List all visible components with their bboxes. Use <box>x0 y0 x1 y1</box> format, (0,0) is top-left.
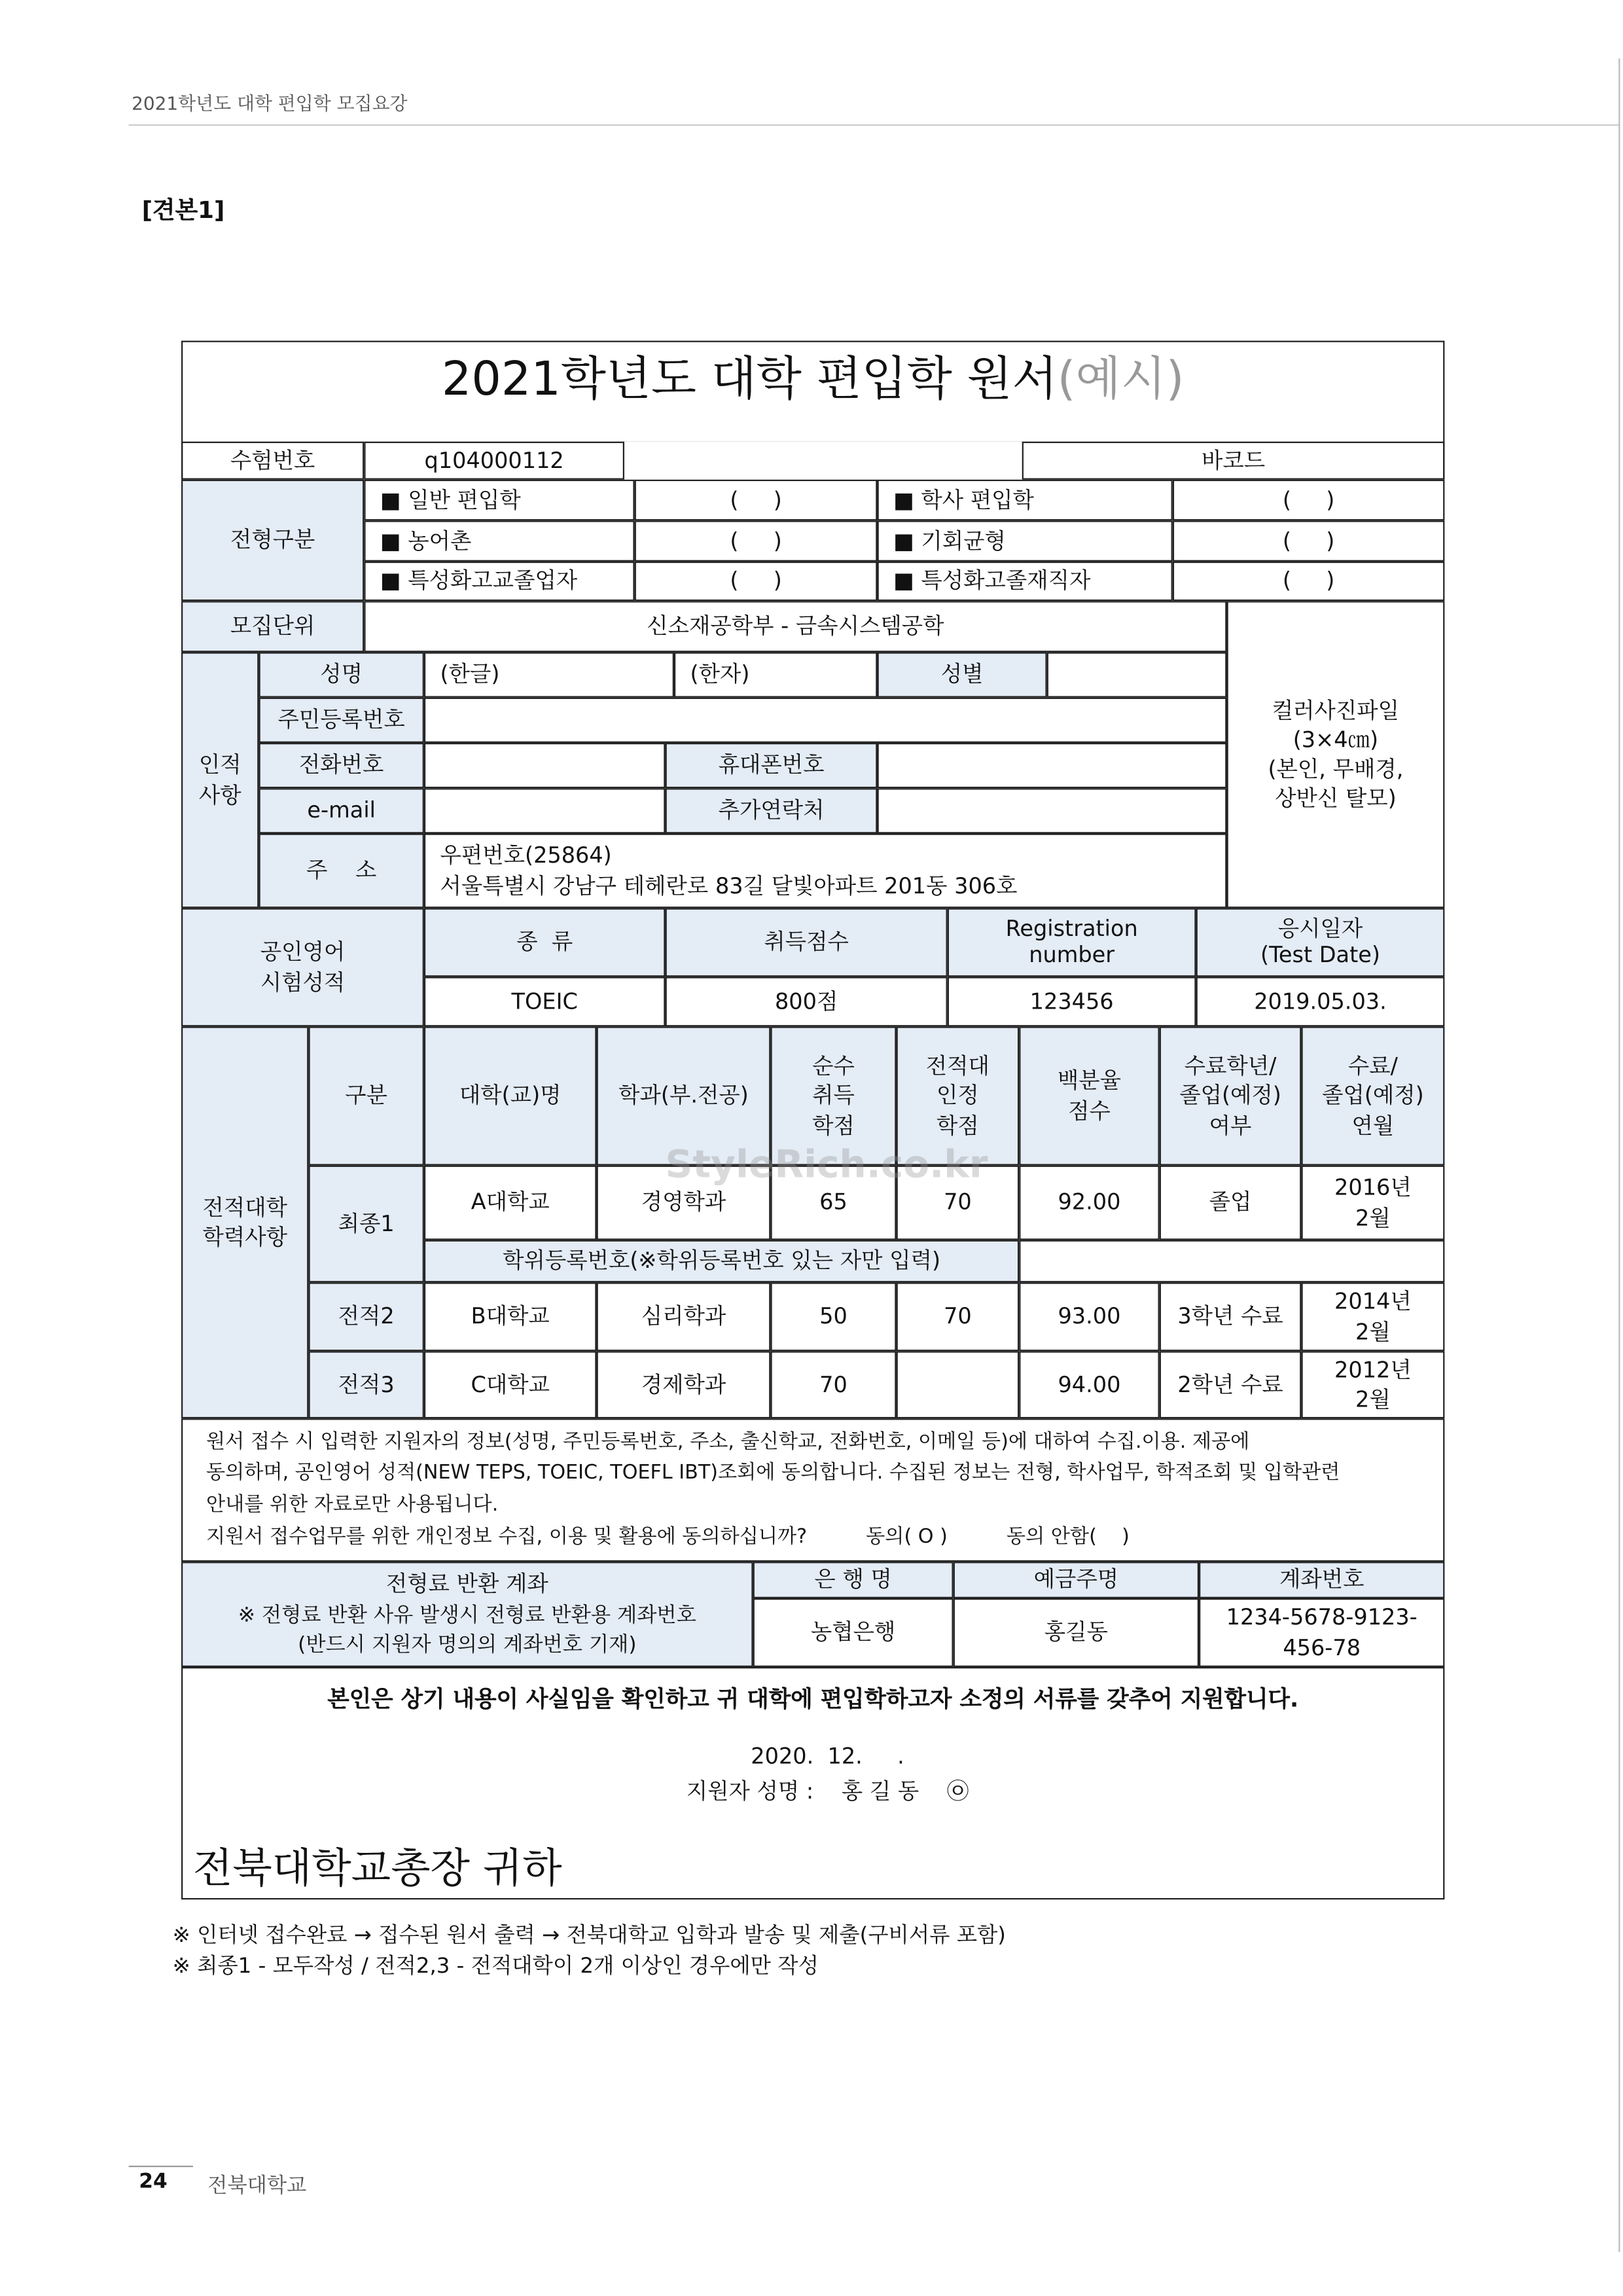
holder-header: 예금주명 <box>954 1562 1199 1598</box>
type-checkbox[interactable]: ( ) <box>635 480 878 521</box>
applicant-signature[interactable]: 지원자 성명 : 홍 길 동 ㉧ <box>686 1778 969 1805</box>
education-cell[interactable]: 2학년 수료 <box>1160 1351 1302 1418</box>
education-cell[interactable]: 2016년 2월 <box>1301 1166 1444 1240</box>
type-checkbox[interactable]: ( ) <box>635 562 878 601</box>
sample-label: [견본1] <box>141 196 225 224</box>
page-number: 24 <box>139 2170 168 2194</box>
education-cell[interactable]: 94.00 <box>1019 1351 1159 1418</box>
name-hanja-field[interactable]: (한자) <box>674 652 878 697</box>
degree-reg-field[interactable] <box>1019 1240 1444 1283</box>
education-header: 백분율 점수 <box>1019 1026 1159 1165</box>
education-label: 전적대학 학력사항 <box>181 1026 308 1418</box>
note: ※ 최종1 - 모두작성 / 전적2,3 - 전적대학이 2개 이상인 경우에만 작성 <box>172 1955 819 1979</box>
photo-box[interactable] <box>1226 601 1444 908</box>
education-cell[interactable]: 70 <box>897 1166 1020 1240</box>
unit-label: 모집단위 <box>181 601 364 652</box>
english-test-type[interactable]: TOEIC <box>424 977 666 1026</box>
consent-box <box>181 1418 1444 1562</box>
education-row-label: 전적2 <box>308 1282 424 1351</box>
personal-label: 인적 사항 <box>181 652 259 908</box>
email-field[interactable] <box>424 788 666 833</box>
education-header: 학과(부.전공) <box>597 1026 771 1165</box>
type-option[interactable]: ■ 농어촌 <box>364 520 634 562</box>
gender-label: 성별 <box>878 652 1047 697</box>
type-option[interactable]: ■ 특성화고졸재직자 <box>878 562 1173 601</box>
extra-contact-label: 추가연락처 <box>666 788 878 833</box>
mobile-label: 휴대폰번호 <box>666 743 878 788</box>
english-header: 종 류 <box>424 908 666 977</box>
gender-field[interactable] <box>1047 652 1227 697</box>
consent-agree[interactable]: 동의( O ) <box>866 1524 948 1549</box>
exam-no-label: 수험번호 <box>181 442 364 480</box>
type-option[interactable]: ■ 기회균형 <box>878 520 1173 562</box>
photo-text: (3×4㎝) <box>1293 726 1379 753</box>
english-label: 공인영어 시험성적 <box>181 908 424 1026</box>
education-cell[interactable]: 경제학과 <box>597 1351 771 1418</box>
education-header: 전적대 인정 학점 <box>897 1026 1020 1165</box>
photo-text: (본인, 무배경, <box>1268 756 1404 783</box>
name-label: 성명 <box>259 652 423 697</box>
rrn-field[interactable] <box>424 698 1227 743</box>
watermark: StyleRich.co.kr <box>665 1143 988 1188</box>
education-header: 대학(교)명 <box>424 1026 597 1165</box>
consent-question: 지원서 접수업무를 위한 개인정보 수집, 이용 및 활용에 동의하십니까? <box>206 1524 808 1549</box>
english-test-date[interactable]: 2019.05.03. <box>1196 977 1445 1026</box>
mobile-field[interactable] <box>878 743 1227 788</box>
education-cell[interactable]: 50 <box>770 1282 896 1351</box>
rrn-label: 주민등록번호 <box>259 698 423 743</box>
form-title-suffix: (예시) <box>1057 351 1185 407</box>
title-gap <box>624 442 1022 480</box>
exam-no-field[interactable]: q104000112 <box>364 442 624 480</box>
education-cell[interactable]: 졸업 <box>1160 1166 1302 1240</box>
type-checkbox[interactable]: ( ) <box>1173 562 1445 601</box>
education-cell[interactable]: 3학년 수료 <box>1160 1282 1302 1351</box>
education-cell[interactable]: 2012년 2월 <box>1301 1351 1444 1418</box>
type-checkbox[interactable]: ( ) <box>1173 480 1445 521</box>
refund-label: 전형료 반환 계좌 <box>385 1570 548 1597</box>
form-title <box>181 341 1444 443</box>
education-cell[interactable]: 92.00 <box>1019 1166 1159 1240</box>
education-cell[interactable]: 65 <box>770 1166 896 1240</box>
form-title-text: 2021학년도 대학 편입학 원서 <box>441 351 1058 407</box>
address-label: 주 소 <box>259 833 423 908</box>
name-korean-field[interactable]: (한글) <box>424 652 674 697</box>
degree-reg-label: 학위등록번호(※학위등록번호 있는 자만 입력) <box>424 1240 1019 1283</box>
education-cell[interactable] <box>897 1351 1020 1418</box>
education-cell[interactable]: 70 <box>897 1282 1020 1351</box>
phone-label: 전화번호 <box>259 743 423 788</box>
english-reg-number[interactable]: 123456 <box>948 977 1196 1026</box>
barcode-box: 바코드 <box>1022 442 1445 480</box>
education-cell[interactable]: 경영학과 <box>597 1166 771 1240</box>
type-option[interactable]: ■ 특성화고교졸업자 <box>364 562 634 601</box>
bank-field[interactable]: 농협은행 <box>753 1598 954 1667</box>
education-header: 수료/ 졸업(예정) 연월 <box>1301 1026 1444 1165</box>
header-rule <box>129 124 1620 126</box>
education-row-label: 전적3 <box>308 1351 424 1418</box>
english-score[interactable]: 800점 <box>666 977 948 1026</box>
education-cell[interactable]: 93.00 <box>1019 1282 1159 1351</box>
extra-contact-field[interactable] <box>878 788 1227 833</box>
type-option[interactable]: ■ 학사 편입학 <box>878 480 1173 521</box>
account-header: 계좌번호 <box>1199 1562 1444 1598</box>
photo-text: 컬러사진파일 <box>1272 696 1400 723</box>
application-date[interactable]: 2020. 12. . <box>751 1743 904 1770</box>
education-cell[interactable]: 70 <box>770 1351 896 1418</box>
bank-header: 은 행 명 <box>753 1562 954 1598</box>
education-header: 구분 <box>308 1026 424 1165</box>
refund-note: ※ 전형료 반환 사유 발생시 전형료 반환용 계좌번호 <box>238 1603 696 1627</box>
running-title: 2021학년도 대학 편입학 모집요강 <box>132 92 408 115</box>
account-field[interactable]: 1234-5678-9123- 456-78 <box>1199 1598 1444 1667</box>
addressee: 전북대학교총장 귀하 <box>192 1844 562 1893</box>
address-line: 서울특별시 강남구 테헤란로 83길 달빛아파트 201동 306호 <box>440 872 1018 899</box>
consent-disagree[interactable]: 동의 안함( ) <box>1006 1524 1130 1549</box>
consent-text: 원서 접수 시 입력한 지원자의 정보(성명, 주민등록번호, 주소, 출신학교, 전화번호, 이메일 등)에 대하여 수집.이용. 제공에 동의하며, 공인영어 성적(NEW TEPS, TOEIC, TOEFL IBT)조회에 동의합니다. 수집된 정보는 전형, 학사업무, 학적조회 및 입학관련 안내를 위한 자료로만 사용됩니다. <box>206 1429 1340 1516</box>
footer-rule <box>129 2166 193 2167</box>
refund-label-box <box>181 1562 753 1667</box>
education-row-label: 최종1 <box>308 1166 424 1283</box>
note: ※ 인터넷 접수완료 → 접수된 원서 출력 → 전북대학교 입학과 발송 및 제출(구비서류 포함) <box>172 1924 1006 1948</box>
english-header: 취득점수 <box>666 908 948 977</box>
photo-text: 상반신 탈모) <box>1275 785 1397 812</box>
english-header: Registration number <box>948 908 1196 977</box>
education-cell[interactable]: C대학교 <box>424 1351 597 1418</box>
address-line: 우편번호(25864) <box>440 842 612 869</box>
education-cell[interactable]: B대학교 <box>424 1282 597 1351</box>
refund-note: (반드시 지원자 명의의 계좌번호 기재) <box>298 1633 637 1657</box>
education-cell[interactable]: 2014년 2월 <box>1301 1282 1444 1351</box>
type-label: 전형구분 <box>181 480 364 601</box>
email-label: e-mail <box>259 788 423 833</box>
education-cell[interactable]: 심리학과 <box>597 1282 771 1351</box>
consent-question-row <box>206 1522 1130 1553</box>
unit-field[interactable]: 신소재공학부 - 금속시스템공학 <box>364 601 1226 652</box>
type-checkbox[interactable]: ( ) <box>1173 520 1445 562</box>
education-cell[interactable]: A대학교 <box>424 1166 597 1240</box>
education-header: 순수 취득 학점 <box>770 1026 896 1165</box>
footer-university: 전북대학교 <box>207 2174 307 2198</box>
type-checkbox[interactable]: ( ) <box>635 520 878 562</box>
type-option[interactable]: ■ 일반 편입학 <box>364 480 634 521</box>
holder-field[interactable]: 홍길동 <box>954 1598 1199 1667</box>
education-header: 수료학년/ 졸업(예정) 여부 <box>1160 1026 1302 1165</box>
page-edge-line <box>1618 58 1620 2251</box>
address-field[interactable] <box>424 833 1227 908</box>
phone-field[interactable] <box>424 743 666 788</box>
english-header: 응시일자 (Test Date) <box>1196 908 1445 977</box>
declaration-text: 본인은 상기 내용이 사실임을 확인하고 귀 대학에 편입학하고자 소정의 서류를 갖추어 지원합니다. <box>327 1686 1299 1713</box>
